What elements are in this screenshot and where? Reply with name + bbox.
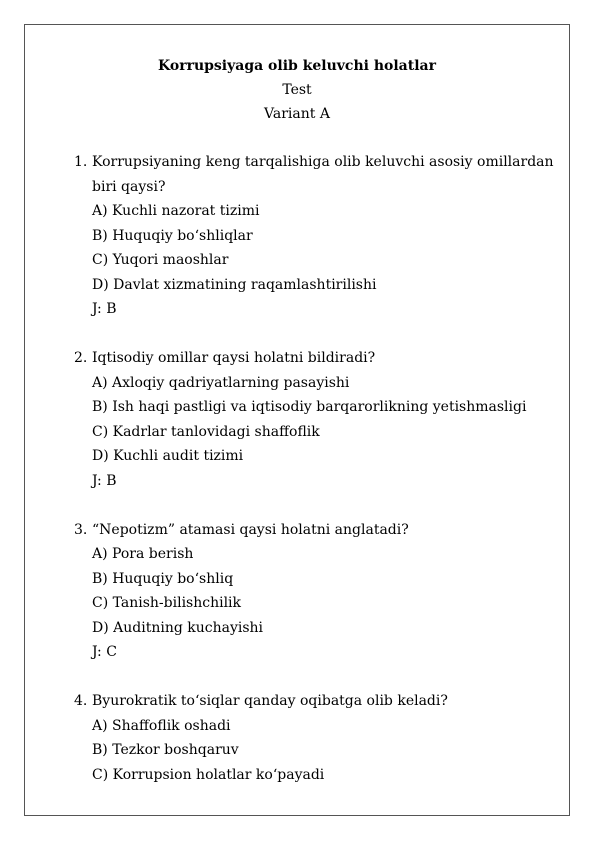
- option-list: [74, 714, 554, 788]
- option-c: C) Korrupsion holatlar ko‘payadi: [92, 766, 325, 783]
- question-number: 1.: [74, 154, 88, 170]
- question-text: Korrupsiyaning keng tarqalishiga olib keluvchi asosiy omillardan biri qaysi?: [92, 154, 554, 195]
- document-title: Korrupsiyaga olib keluvchi holatlar: [158, 58, 436, 74]
- question-2: [74, 346, 554, 493]
- option-b: B) Huquqiy bo‘shliqlar: [92, 227, 253, 244]
- option-a: A) Kuchli nazorat tizimi: [92, 203, 260, 219]
- option-d: D) Auditning kuchayishi: [92, 619, 264, 636]
- question-text: Iqtisodiy omillar qaysi holatni bildiradi?: [92, 350, 376, 366]
- option-c: C) Kadrlar tanlovidagi shaffoflik: [92, 423, 320, 440]
- question-text: Byurokratik to‘siqlar qanday oqibatga olib keladi?: [92, 693, 448, 709]
- option-b: B) Tezkor boshqaruv: [92, 742, 239, 758]
- option-a: A) Pora berish: [92, 546, 194, 562]
- option-list: [74, 542, 554, 665]
- answer-key: J: B: [92, 301, 117, 317]
- question-number: 2.: [74, 350, 88, 366]
- option-list: [74, 371, 554, 494]
- answer-key: J: C: [92, 644, 117, 660]
- question-3: [74, 518, 554, 665]
- option-d: D) Davlat xizmatining raqamlashtirilishi: [92, 276, 377, 293]
- question-4: [74, 689, 554, 787]
- question-1: [74, 150, 554, 322]
- document-variant: Variant A: [264, 106, 330, 122]
- question-text: “Nepotizm” atamasi qaysi holatni anglatadi?: [92, 521, 409, 538]
- option-list: [74, 199, 554, 322]
- option-a: A) Shaffoflik oshadi: [92, 717, 231, 734]
- answer-key: J: B: [92, 472, 117, 489]
- question-list: [74, 150, 554, 812]
- option-b: B) Huquqiy bo‘shliq: [92, 570, 234, 587]
- option-c: C) Tanish-bilishchilik: [92, 595, 242, 611]
- option-d: D) Kuchli audit tizimi: [92, 448, 244, 464]
- option-a: A) Axloqiy qadriyatlarning pasayishi: [92, 374, 350, 391]
- question-number: 4.: [74, 693, 88, 709]
- option-b: B) Ish haqi pastligi va iqtisodiy barqarorlikning yetishmasligi: [92, 399, 527, 415]
- question-number: 3.: [74, 521, 88, 538]
- document-subtitle: Test: [282, 82, 312, 98]
- option-c: C) Yuqori maoshlar: [92, 252, 229, 268]
